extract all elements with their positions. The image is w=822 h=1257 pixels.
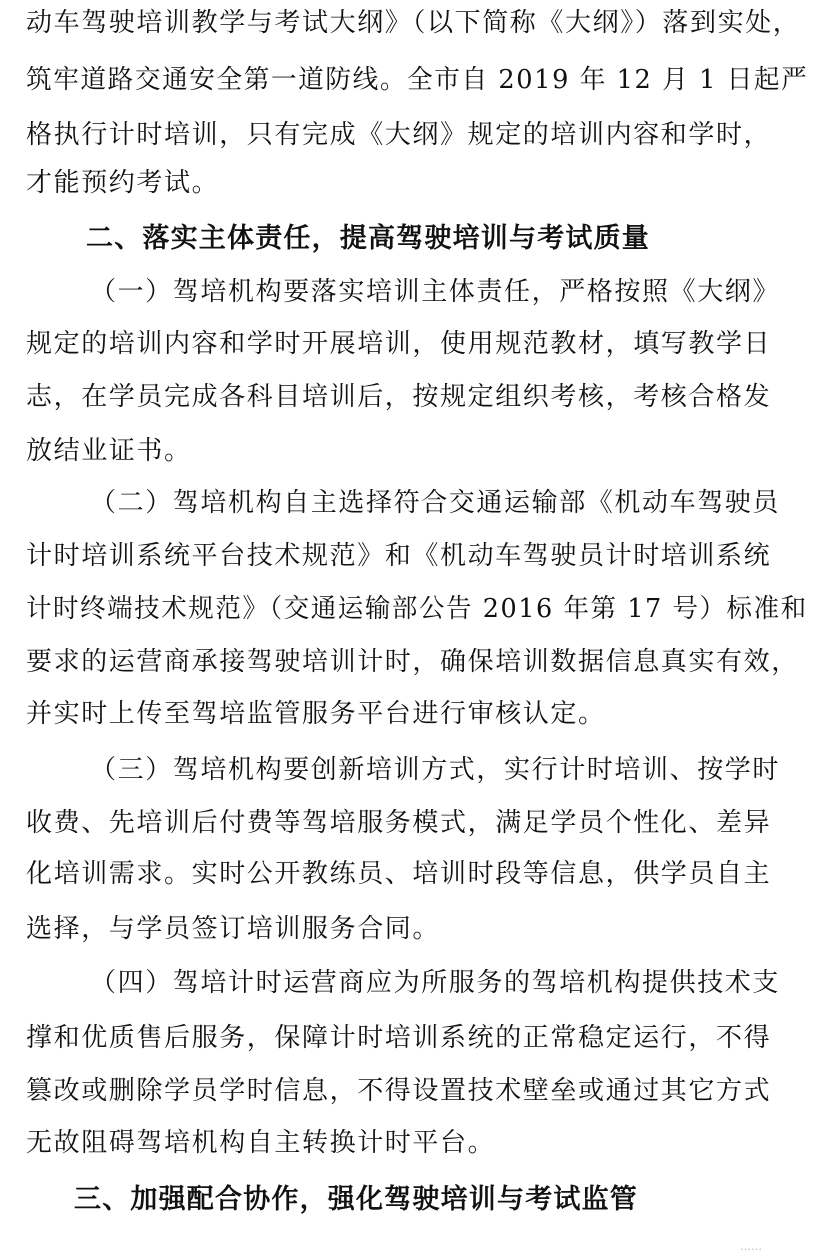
body-text-line: 计时终端技术规范》（交通运输部公告 2016 年第 17 号）标准和 (26, 594, 808, 624)
body-text-line: 并实时上传至驾培监管服务平台进行审核认定。 (26, 699, 606, 729)
body-text-line: 无故阻碍驾培机构自主转换计时平台。 (26, 1128, 496, 1158)
body-text-line: 计时培训系统平台技术规范》和《机动车驾驶员计时培训系统 (26, 541, 772, 571)
body-text-line: 要求的运营商承接驾驶培训计时，确保培训数据信息真实有效， (26, 647, 799, 677)
body-text-line: （三）驾培机构要创新培训方式，实行计时培训、按学时 (90, 755, 781, 785)
body-text-line: 放结业证书。 (26, 436, 192, 466)
body-text-line: 规定的培训内容和学时开展培训，使用规范教材，填写教学日 (26, 329, 772, 359)
body-text-line: 动车驾驶培训教学与考试大纲》（以下简称《大纲》）落到实处， (26, 8, 801, 38)
body-text-line: 格执行计时培训，只有完成《大纲》规定的培训内容和学时， (26, 120, 772, 150)
body-text-line: 收费、先培训后付费等驾培服务模式，满足学员个性化、差异 (26, 808, 772, 838)
body-text-line: 才能预约考试。 (26, 168, 220, 198)
body-text-line: （一）驾培机构要落实培训主体责任，严格按照《大纲》 (90, 277, 781, 307)
body-text-line: 筑牢道路交通安全第一道防线。全市自 2019 年 12 月 1 日起严 (26, 65, 809, 95)
body-text-line: 化培训需求。实时公开教练员、培训时段等信息，供学员自主 (26, 859, 772, 889)
body-text-line: 志，在学员完成各科目培训后，按规定组织考核，考核合格发 (26, 382, 772, 412)
body-text-line: （二）驾培机构自主选择符合交通运输部《机动车驾驶员 (90, 488, 781, 518)
body-text-line: 撑和优质售后服务，保障计时培训系统的正常稳定运行，不得 (26, 1023, 772, 1053)
body-text-line: 篡改或删除学员学时信息，不得设置技术壁垒或通过其它方式 (26, 1076, 772, 1106)
section-heading-3: 三、加强配合协作，强化驾驶培训与考试监管 (74, 1184, 638, 1215)
body-text-line: （四）驾培计时运营商应为所服务的驾培机构提供技术支 (90, 968, 781, 998)
watermark: …… (740, 1240, 762, 1253)
section-heading-2: 二、落实主体责任，提高驾驶培训与考试质量 (86, 223, 650, 254)
body-text-line: 选择，与学员签订培训服务合同。 (26, 914, 441, 944)
